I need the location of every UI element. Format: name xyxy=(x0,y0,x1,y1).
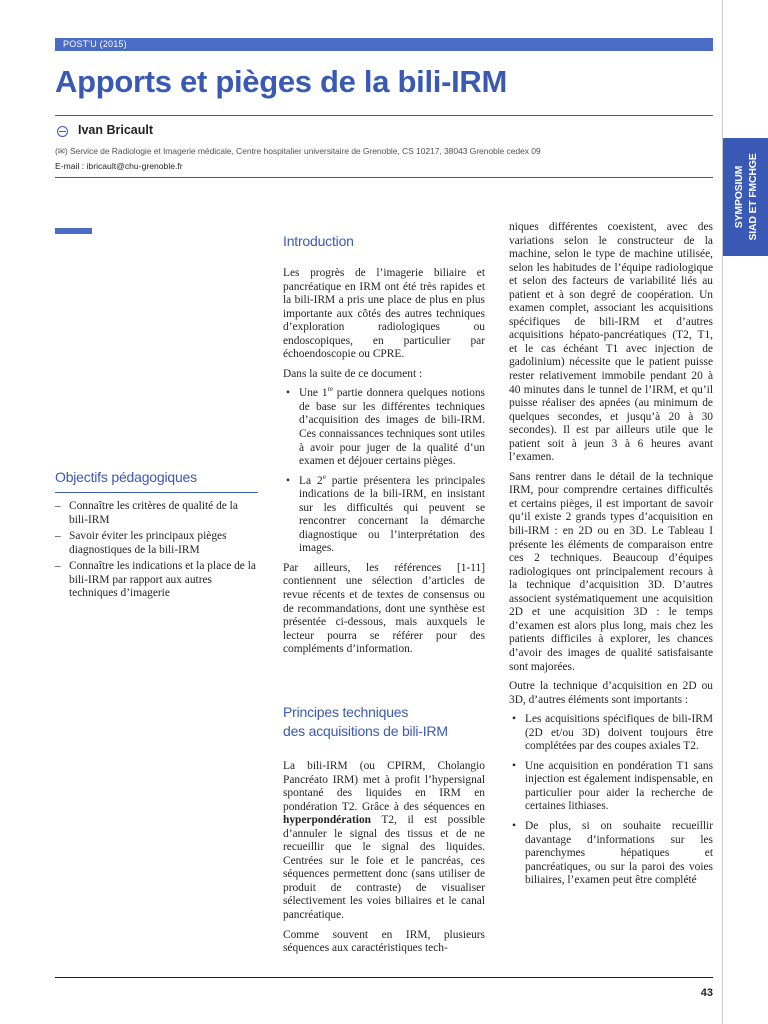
body-paragraph: Outre la technique d’acquisition en 2D ou 3D, d’autres éléments sont importants : xyxy=(509,680,713,706)
principles-body xyxy=(283,760,485,962)
header-rule xyxy=(55,177,713,178)
right-column-body xyxy=(509,221,713,894)
principles-heading xyxy=(283,703,448,741)
principles-paragraph: Comme souvent en IRM, plusieurs séquences aux caractéristiques tech- xyxy=(283,928,485,955)
intro-paragraph: Par ailleurs, les références [1-11] contiennent une sélection d’articles de revue récents et de textes de consensus ou de recommandations, dont une synthèse est présentée ci-dessous, mais auxquels le lecteur pourra se référer pour des compléments d’information. xyxy=(283,561,485,656)
body-paragraph: niques différentes coexistent, avec des variations selon le constructeur de la machine, selon le type de machine utilisée, selon les habitudes de l’équipe radiologique et selon des facteurs de variabilité liés au patient et à son degré de coopération. Un examen complet, associant les acquisitions spécifiques de bili-IRM et d’autres acquisitions hépato-pancréatiques (T2, T1, et le cas échéant T1 avec injection de gadolinium) nécessite que le patient puisse rester relativement immobile pendant 20 à 40 minutes dans le tunnel de l’IRM, et qu’il puisse réaliser des apnées (au minimum de quelques secondes, et jusqu’à 20 à 30 secondes). Il est par ailleurs utile que le patient soit à jeun 3 à 6 heures avant l’examen. xyxy=(509,221,713,464)
objective-item: – Connaître les critères de qualité de la bili-IRM xyxy=(55,500,258,527)
article-title: Apports et pièges de la bili-IRM xyxy=(55,64,508,99)
author-icon xyxy=(57,126,68,137)
principles-heading-line2: des acquisitions de bili-IRM xyxy=(283,723,448,739)
bullet-text: Une 1 xyxy=(299,387,328,400)
paragraph-text: La bili-IRM (ou CPIRM, Cholangio Pancréato IRM) met à profit l’hypersignal spontané des liquides en IRM en pondération T2. Grâce à des séquences en xyxy=(283,760,485,813)
section-side-tab xyxy=(723,138,768,256)
title-rule xyxy=(55,115,713,116)
ordinal-sup: re xyxy=(327,385,333,394)
ordinal-sup: e xyxy=(322,472,326,481)
author-name: Ivan Bricault xyxy=(78,123,154,137)
objective-item: – Connaître les indications et la place de la bili-IRM par rapport aux autres techniques d’imagerie xyxy=(55,560,258,601)
introduction-body xyxy=(283,267,485,663)
intro-bullet xyxy=(283,472,486,556)
principles-paragraph xyxy=(283,760,485,923)
principles-heading-line1: Principes techniques xyxy=(283,704,409,720)
bold-term: hyperpondération xyxy=(283,814,371,827)
objectives-rule xyxy=(55,492,258,493)
body-bullet: • Les acquisitions spécifiques de bili-IRM (2D et/ou 3D) doivent toujours être complétées par des coupes axiales T2. xyxy=(509,713,713,754)
footer-rule xyxy=(55,977,713,978)
intro-paragraph: Dans la suite de ce document : xyxy=(283,367,423,380)
objective-item: – Savoir éviter les principaux pièges diagnostiques de la bili-IRM xyxy=(55,530,258,557)
body-bullet: • Une acquisition en pondération T1 sans injection est également indispensable, en particulier pour aider la recherche de certaines lithiases. xyxy=(509,760,713,814)
journal-series: POST'U (2015) xyxy=(63,39,127,49)
intro-bullets xyxy=(283,387,485,556)
objectives-list-container xyxy=(55,500,258,604)
objectives-list xyxy=(55,500,258,601)
side-tab-line2: SIAD ET FMCHGE xyxy=(747,153,759,241)
author-email: E-mail : ibricault@chu-grenoble.fr xyxy=(55,161,183,171)
journal-header-bar xyxy=(55,38,713,51)
objectives-heading: Objectifs pédagogiques xyxy=(55,469,197,485)
author-affiliation: (✉) Service de Radiologie et Imagerie médicale, Centre hospitalier universitaire de Grenoble, CS 10217, 38043 Grenoble cedex 09 xyxy=(55,146,541,156)
intro-bullet xyxy=(283,387,485,468)
bullet-text: partie donnera quelques notions de base sur les différentes techniques d’acquisition des images de bili-IRM. Ces connaissances techniques sont utiles à avoir pour juger de la qualité d’un examen et déjouer certains pièges. xyxy=(299,387,485,468)
paragraph-text: T2, il est possible d’annuler le signal des tissus et de ne recueillir que le signal des liquides. Centrées sur le foie et le pancréas, ces séquences permettent donc (sans utiliser de produit de contraste) de visualiser sélectivement les voies biliaires et le canal pancréatique. xyxy=(283,814,485,922)
right-bullets xyxy=(509,713,713,888)
body-paragraph: Sans rentrer dans le détail de la technique IRM, pour comprendre certaines difficultés et certains pièges, il est important de savoir qu’il existe 2 grands types d’acquisition en bili-IRM : en 2D ou en 3D. Le Tableau I présente les éléments de comparaison entre ces 2 techniques. Beaucoup d’équipes radiologiques ont principalement recours à la technique d’acquisition 3D. D’autres associent systématiquement une acquisition 2D et une acquisition 3D : le temps d’examen est alors plus long, mais chez les patients difficiles à explorer, les chances d’avoir des images de qualité satisfaisante sont majorées. xyxy=(509,470,713,673)
bullet-text: partie présentera les principales indications de la bili-IRM, en insistant sur les difficultés qui peuvent se rencontrer concernant la démarche diagnostique ou l’interprétation des images. xyxy=(299,474,486,555)
page-number: 43 xyxy=(700,987,713,999)
body-bullet: • De plus, si on souhaite recueillir davantage d’informations sur les parenchymes hépatiques et pancréatiques, ou sur la paroi des voies biliaires, l’examen peut être complété xyxy=(509,820,713,888)
intro-paragraph: Les progrès de l’imagerie biliaire et pancréatique en IRM ont été très rapides et la bili-IRM a pris une place de plus en plus importante aux côtés des autres techniques d’exploration radiologiques ou endoscopiques, en particulier par échoendoscopie ou CPRE. xyxy=(283,267,485,361)
introduction-heading: Introduction xyxy=(283,233,354,249)
side-tab-line1: SYMPOSIUM xyxy=(733,165,745,229)
column-accent-bar xyxy=(55,228,92,234)
bullet-text: La 2 xyxy=(299,474,323,487)
